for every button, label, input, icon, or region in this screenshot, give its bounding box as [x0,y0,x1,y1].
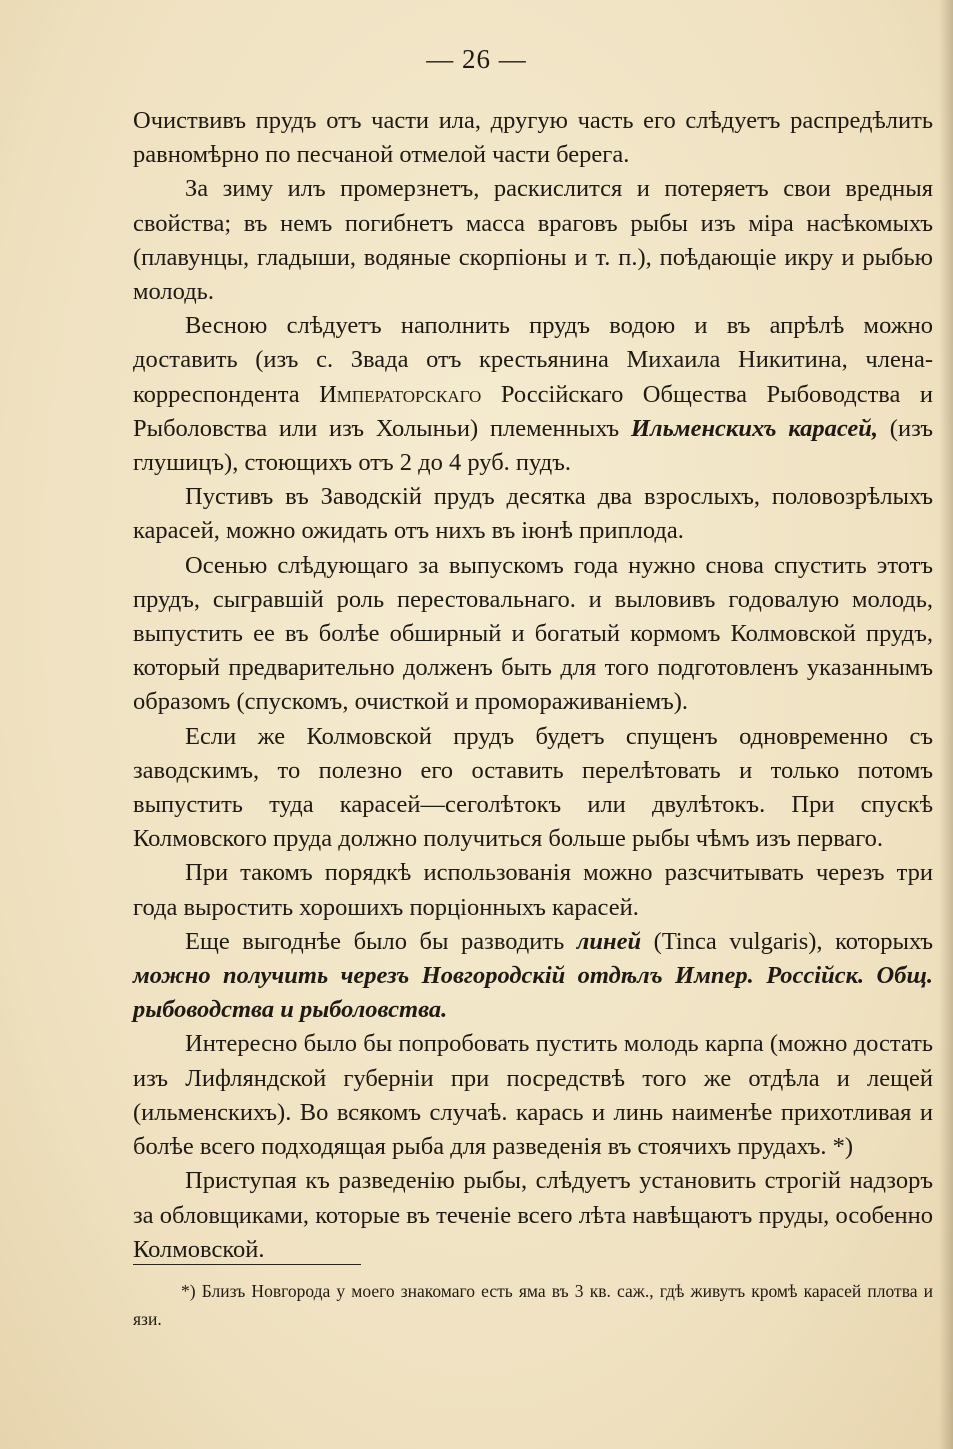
paragraph-3-italic: Ильменскихъ карасей, [630,414,879,442]
paragraph-10: Приступая къ разведенію рыбы, слѣдуетъ установить строгій надзоръ за обловщиками, которые въ теченіе всего лѣта навѣщаютъ пруды, особенно Колмовской. [133,1167,933,1263]
footnote: *) Близъ Новгорода у моего знакомаго есть яма въ 3 кв. саж., гдѣ живутъ кромѣ карасей плотва и язи. [133,1281,933,1329]
paragraph-8-italic-1: линей [576,927,642,955]
paragraph-3-part-a: Весною слѣдуетъ наполнить прудъ водою и въ апрѣлѣ можно доставить (изъ с. Звада отъ крестьянина Михаила Никитина, члена-корреспондента [133,312,933,408]
paragraph-4: Пустивъ въ Заводскій прудъ десятка два взрослыхъ, половозрѣлыхъ карасей, можно ожидать отъ нихъ въ іюнѣ приплода. [133,483,933,545]
body-text [133,104,933,1267]
paragraph-8 [133,925,933,1028]
paragraph-6: Если же Колмовской прудъ будетъ спущенъ одновременно съ заводскимъ, то полезно его оставить перелѣтовать и только потомъ выпустить туда карасей—сеголѣтокъ или двулѣтокъ. При спускѣ Колмовского пруда должно получиться больше рыбы чѣмъ изъ перваго. [133,722,933,853]
paragraph-3-part-b: Россійскаго Общества Рыбоводства и Рыболовства или изъ Холыньи) племенныхъ [133,380,934,442]
paragraph-5: Осенью слѣдующаго за выпускомъ года нужно снова спустить этотъ прудъ, сыгравшій роль перестовальнаго. и выловивъ годовалую молодь, выпустить ее въ болѣе обширный и богатый кормомъ Колмовской прудъ, который предварительно долженъ быть для того подготовленъ указаннымъ образомъ (спускомъ, очисткой и промораживаніемъ). [133,551,933,716]
paragraph-3-imperial: Императорскаго [319,380,482,408]
paragraph-7: При такомъ порядкѣ использованія можно разсчитывать черезъ три года выростить хорошихъ порціонныхъ карасей. [133,859,933,921]
page-number: — 26 — [426,44,527,74]
paragraph-3-part-c: (изъ глушицъ), стоющихъ отъ 2 до 4 руб. пудъ. [133,414,933,477]
paragraph-2: За зиму илъ промерзнетъ, раскислится и потеряетъ свои вредныя свойства; въ немъ погибнетъ масса враговъ рыбы изъ міра насѣкомыхъ (плавунцы, гладыши, водяные скорпіоны и т. п.), поѣдающіе икру и рыбью молодь. [133,175,933,306]
paragraph-1: Очиствивъ прудъ отъ части ила, другую часть его слѣдуетъ распредѣлить равномѣрно по песчаной отмелой части берега. [133,107,933,169]
page-edge-shadow [939,0,953,1449]
paragraph-9: Интересно было бы попробовать пустить молодь карпа (можно достать изъ Лифляндской губерніи при посредствѣ того же отдѣла и лещей (ильменскихъ). Во всякомъ случаѣ. карась и линь наименѣе прихотливая и болѣе всего подходящая рыба для разведенія въ стоячихъ прудахъ. *) [133,1030,933,1161]
paragraph-8-part-a: Еще выгоднѣе было бы разводить [185,927,577,955]
paragraph-3 [133,309,933,480]
paragraph-8-italic-2: можно получить черезъ Новгородскій отдѣлъ Импер. Россійск. Общ. рыбоводства и рыболовства. [133,962,933,1024]
paragraph-8-part-b: (Tinca vulgaris), которыхъ [641,927,933,955]
footnote-divider [133,1264,361,1265]
